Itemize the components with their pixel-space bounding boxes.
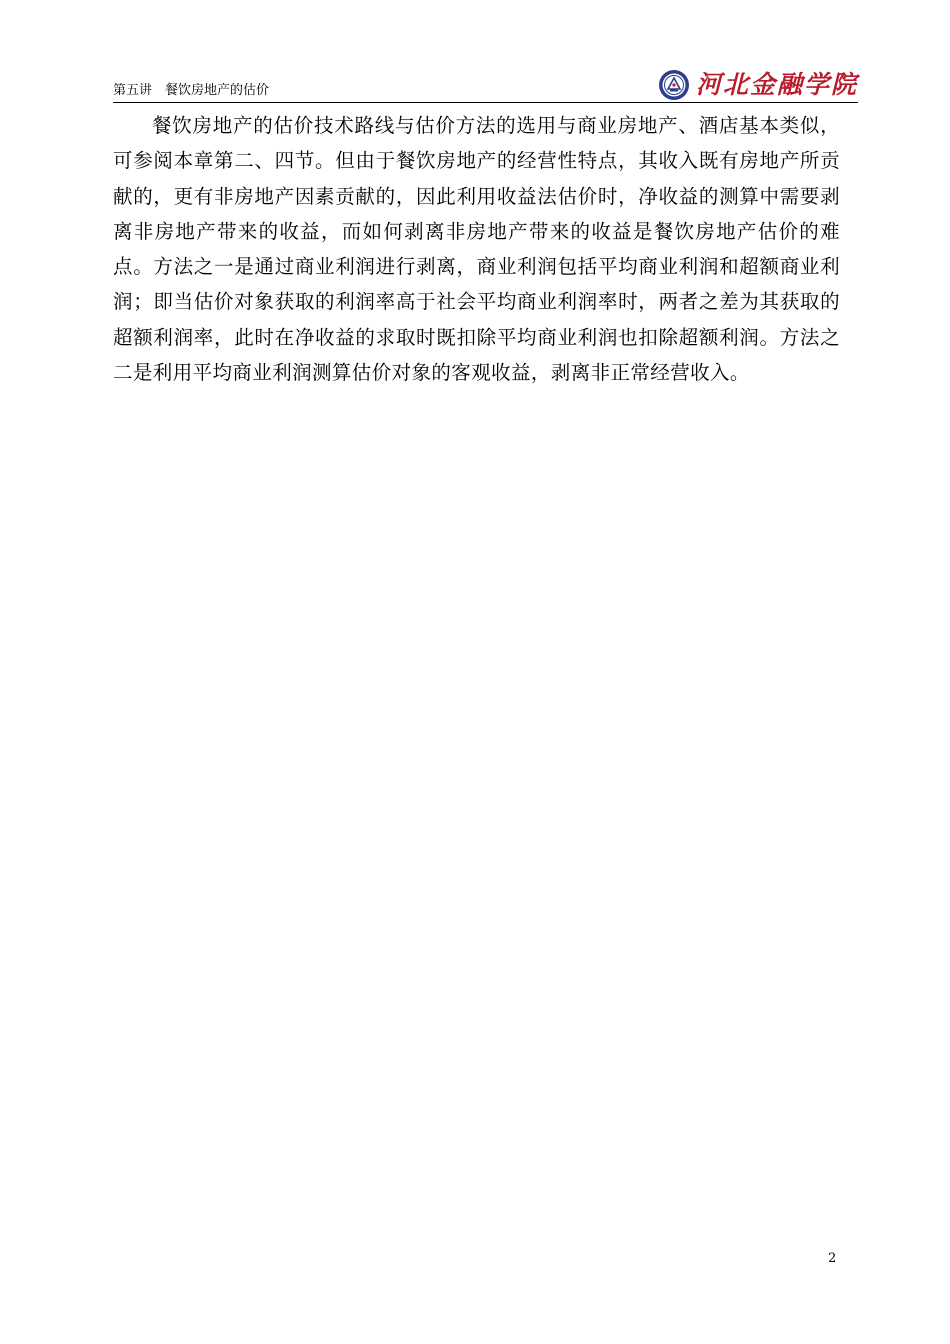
- university-seal-icon: [658, 69, 690, 101]
- page-header: [113, 66, 858, 104]
- university-logo: [658, 68, 858, 102]
- logo-text: 河北金融学院: [695, 70, 858, 99]
- header-rule: [113, 102, 858, 103]
- chapter-title: 第五讲 餐饮房地产的估价: [113, 83, 270, 98]
- body-paragraph: 餐饮房地产的估价技术路线与估价方法的选用与商业房地产、酒店基本类似，可参阅本章第二、四节。但由于餐饮房地产的经营性特点，其收入既有房地产所贡献的，更有非房地产因素贡献的，因此利用收益法估价时，净收益的测算中需要剥离非房地产带来的收益，而如何剥离非房地产带来的收益是餐饮房地产估价的难点。方法之一是通过商业利润进行剥离，商业利润包括平均商业利润和超额商业利润；即当估价对象获取的利润率高于社会平均商业利润率时，两者之差为其获取的超额利润率，此时在净收益的求取时既扣除平均商业利润也扣除超额利润。方法之二是利用平均商业利润测算估价对象的客观收益，剥离非正常经营收入。: [113, 114, 840, 385]
- page-number: 2: [828, 1251, 837, 1266]
